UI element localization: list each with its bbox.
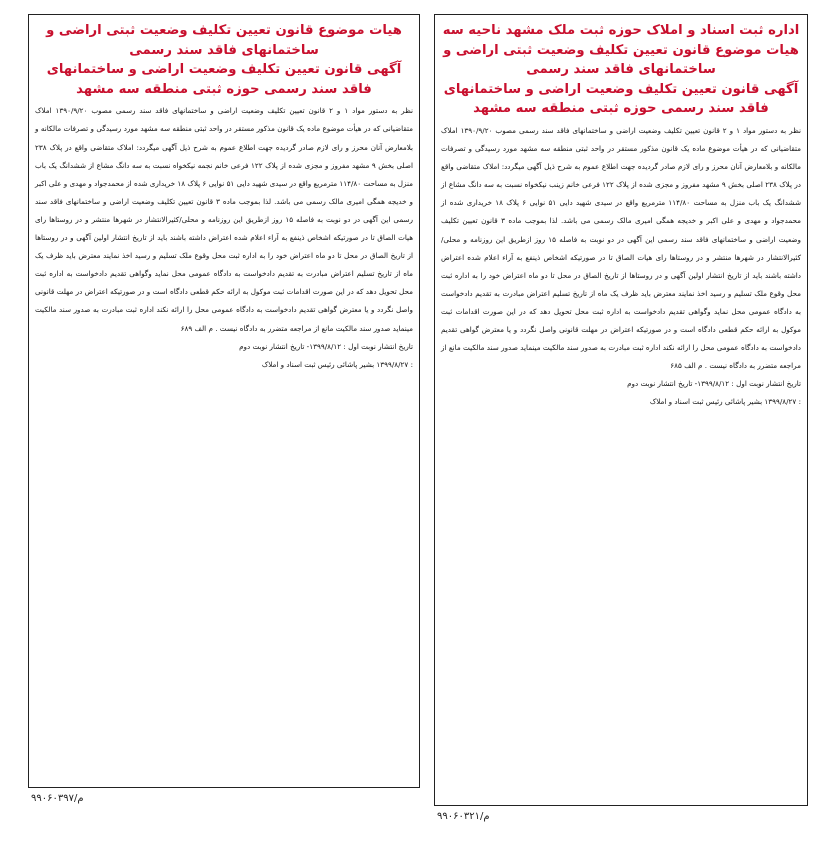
notice-code: م/۹۹۰۶۰۳۲۱ (437, 811, 490, 822)
heading-line: اداره ثبت اسناد و املاک حوزه ثبت ملک مشهد ناحیه سه (442, 23, 800, 38)
heading-line: آگهی قانون تعیین تکلیف وضعیت اراضی و ساختمانهای (46, 62, 402, 78)
heading-line: ساختمانهای فاقد سند رسمی (129, 42, 319, 58)
heading-line: آگهی قانون تعیین تکلیف وضعیت اراضی و ساختمانهای (443, 81, 799, 97)
signature-line: : ۱۳۹۹/۸/۲۷ بشیر پاشائی رئیس ثبت اسناد و املاک (261, 359, 413, 369)
signature-line: : ۱۳۹۹/۸/۲۷ بشیر پاشائی رئیس ثبت اسناد و املاک (649, 397, 801, 407)
notice-left (28, 14, 420, 804)
heading-line: هیات موضوع قانون تعیین تکلیف وضعیت ثبتی اراضی و (443, 42, 799, 58)
notice-code: م/۹۹۰۶۰۳۹۷ (31, 793, 84, 804)
heading-line: هیات موضوع قانون تعیین تکلیف وضعیت ثبتی اراضی و (46, 23, 402, 38)
heading-line: فاقد سند رسمی حوزه ثبتی منطقه سه مشهد (473, 101, 769, 117)
notice-heading (441, 21, 801, 119)
notice-body: نظر به دستور مواد ۱ و ۲ قانون تعیین تکلیف وضعیت اراضی و ساختمانهای فاقد سند رسمی مصوب ۱۳۹۰/۹/۲۰ املاک متقاضیانی که در هیأت موضوع ماده یک قانون مذکور مستقر در واحد ثبتی منطقه سه مشهد مورد رسیدگی و تصرفات مالکانه و بلامعارض آنان محرز و رای لازم صادر گردیده جهت اطلاع عموم به شرح ذیل آگهی میگردد: املاک متقاضی واقع در پلاک ۲۳۸ اصلی بخش ۹ مشهد مفروز و مجزی شده از پلاک ۱۲۲ فرعی خانم زینب نیکخواه نسبت به سه دانگ مشاع از ششدانگ یک باب منزل به مساحت ۱۱۴/۸۰ مترمربع واقع در سیدی شهید دایی ۵۱ نوایی ۶ پلاک ۱۸ خریداری شده از محمدجواد و مهدی و علی اکبر و خدیجه همگی امیری مالک رسمی می باشد. لذا بموجب ماده ۳ قانون تعیین تکلیف وضعیت اراضی و ساختمانهای فاقد سند رسمی این آگهی در دو نوبت به فاصله ۱۵ روز ازطریق این روزنامه و محلی/کثیرالانتشار در شهرها منتشر و در روستاها رای هیات الصاق تا در صورتیکه اشخاص ذینفع به آراء اعلام شده اعتراض داشته باشند باید از تاریخ انتشار اولین آگهی و در روستاها از تاریخ الصاق در محل تا دو ماه اعتراض خود را به اداره ثبت محل وقوع ملک تسلیم و رسید اخذ نمایند معترض باید ظرف یک ماه از تاریخ تسلیم اعتراض مبادرت به تقدیم دادخواست به دادگاه عمومی محل نماید وگواهی تقدیم دادخواست به اداره ثبت محل تحویل دهد که در این صورت اقدامات ثبت موکول به ارائه حکم قطعی دادگاه است و در صورتیکه اعتراض در مهلت قانونی واصل نگردد و یا معترض گواهی تقدیم دادخواست به دادگاه عمومی محل را ارائه نکند اداره ثبت مبادرت به صدور سند مالکیت مینماید صدور سند مالکیت مانع از مراجعه متضرر به دادگاه نیست . م الف ۶۸۵ (441, 125, 801, 371)
heading-line: ساختمانهای فاقد سند رسمی (526, 62, 716, 78)
notice-body: نظر به دستور مواد ۱ و ۲ قانون تعیین تکلیف وضعیت اراضی و ساختمانهای فاقد سند رسمی مصوب ۱۳۹۰/۹/۲۰ املاک متقاضیانی که در هیأت موضوع ماده یک قانون مذکور مستقر در واحد ثبتی منطقه سه مشهد مورد رسیدگی و تصرفات مالکانه و بلامعارض آنان محرز و رای لازم صادر گردیده جهت اطلاع عموم به شرح ذیل آگهی میگردد: املاک متقاضی واقع در پلاک ۲۳۸ اصلی بخش ۹ مشهد مفروز و مجزی شده از پلاک ۱۲۲ فرعی خانم نجمه نیکخواه نسبت به سه دانگ مشاع از ششدانگ یک باب منزل به مساحت ۱۱۴/۸۰ مترمربع واقع در سیدی شهید دایی ۵۱ نوایی ۶ پلاک ۱۸ خریداری شده از محمدجواد و مهدی و علی اکبر و خدیجه همگی امیری مالک رسمی می باشد. لذا بموجب ماده ۳ قانون تعیین تکلیف وضعیت اراضی و ساختمانهای فاقد سند رسمی این آگهی در دو نوبت به فاصله ۱۵ روز ازطریق این روزنامه و محلی/کثیرالانتشار در شهرها منتشر و در روستاها رای هیات الصاق تا در صورتیکه اشخاص ذینفع به آراء اعلام شده اعتراض داشته باشند باید از تاریخ انتشار اولین آگهی و در روستاها از تاریخ الصاق در محل تا دو ماه اعتراض خود را به اداره ثبت محل وقوع ملک تسلیم و رسید اخذ نمایند معترض باید ظرف یک ماه از تاریخ تسلیم اعتراض مبادرت به تقدیم دادخواست به دادگاه عمومی محل نماید وگواهی تقدیم دادخواست به اداره ثبت محل تحویل دهد که در این صورت اقدامات ثبت موکول به ارائه حکم قطعی دادگاه است و در صورتیکه اعتراض در مهلت قانونی واصل نگردد و یا معترض گواهی تقدیم دادخواست به دادگاه عمومی محل را ارائه نکند اداره ثبت مبادرت به صدور سند مالکیت مینماید صدور سند مالکیت مانع از مراجعه متضرر به دادگاه نیست . م الف ۶۸۹ (35, 106, 414, 333)
notice-heading (35, 21, 413, 99)
notice-right (434, 14, 808, 822)
heading-line: فاقد سند رسمی حوزه ثبتی منطقه سه مشهد (76, 81, 372, 97)
notice-footer (35, 338, 413, 374)
publish-dates: تاریخ انتشار نوبت اول : ۱۳۹۹/۸/۱۲- تاریخ انتشار نوبت دوم (239, 341, 413, 351)
publish-dates: تاریخ انتشار نوبت اول : ۱۳۹۹/۸/۱۲- تاریخ انتشار نوبت دوم (627, 379, 801, 389)
notice-footer (441, 375, 801, 411)
